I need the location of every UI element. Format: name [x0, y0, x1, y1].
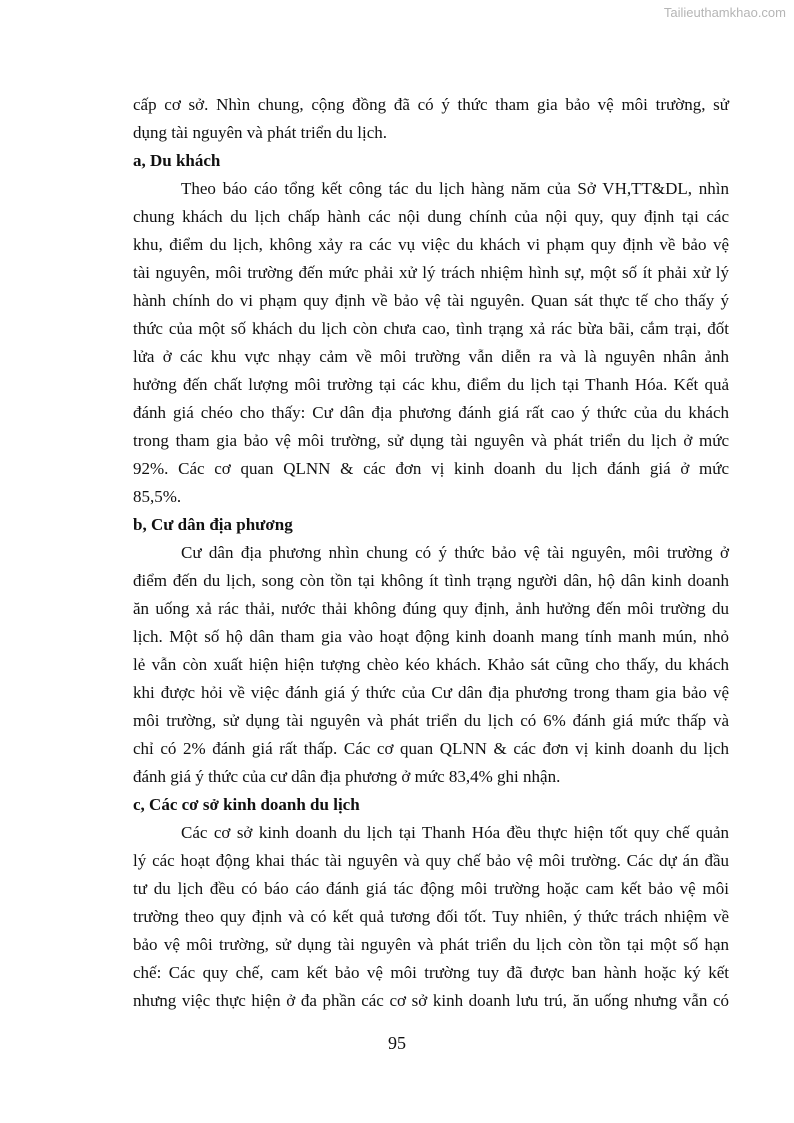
text-line: hưởng đến chất lượng môi trường tại các khu, điểm du lịch tại Thanh Hóa. Kết quả	[133, 375, 729, 394]
text-line: đánh giá chéo cho thấy: Cư dân địa phương đánh giá rất cao ý thức của du khách	[133, 403, 729, 422]
section-heading: c, Các cơ sở kinh doanh du lịch	[133, 795, 360, 814]
text-line: Các cơ sở kinh doanh du lịch tại Thanh Hóa đều thực hiện tốt quy chế quản	[181, 823, 729, 842]
text-line: Theo báo cáo tổng kết công tác du lịch hàng năm của Sở VH,TT&DL, nhìn	[181, 179, 729, 198]
text-line: chung khách du lịch chấp hành các nội dung chính của nội quy, quy định tại các	[133, 207, 729, 226]
page-body	[133, 91, 729, 1015]
paragraph	[133, 175, 729, 511]
text-line: trường theo quy định và có kết quả tương đối tốt. Tuy nhiên, ý thức trách nhiệm về	[133, 907, 729, 926]
text-line: tài nguyên, môi trường đến mức phải xử lý trách nhiệm hình sự, một số ít phải xử lý	[133, 263, 729, 282]
text-line: lửa ở các khu vực nhạy cảm về môi trường vẫn diễn ra và là nguyên nhân ảnh	[133, 347, 729, 366]
text-line: 85,5%.	[133, 487, 182, 506]
text-line: đánh giá ý thức của cư dân địa phương ở mức 83,4% ghi nhận.	[133, 767, 561, 786]
text-line: tư du lịch đều có báo cáo đánh giá tác động môi trường hoặc cam kết bảo vệ môi	[133, 879, 729, 898]
page-number: 95	[388, 1033, 406, 1053]
section-heading: a, Du khách	[133, 151, 221, 170]
text-line: 92%. Các cơ quan QLNN & các đơn vị kinh doanh du lịch đánh giá ở mức	[133, 459, 729, 478]
text-line: Cư dân địa phương nhìn chung có ý thức bảo vệ tài nguyên, môi trường ở	[181, 543, 729, 562]
text-line: bảo vệ môi trường, sử dụng tài nguyên và phát triển du lịch còn tồn tại một số hạn	[133, 935, 729, 954]
text-line: khu, điểm du lịch, không xảy ra các vụ việc du khách vi phạm quy định về bảo vệ	[133, 235, 729, 254]
watermark: Tailieuthamkhao.com	[663, 5, 786, 20]
paragraph	[133, 819, 729, 1015]
text-line: thức của một số khách du lịch còn chưa cao, tình trạng xả rác bừa bãi, cắm trại, đốt	[133, 319, 729, 338]
text-line: lý các hoạt động khai thác tài nguyên và quy chế bảo vệ môi trường. Các dự án đầu	[133, 851, 729, 870]
section-heading: b, Cư dân địa phương	[133, 515, 293, 534]
text-line: điểm đến du lịch, song còn tồn tại không ít tình trạng người dân, hộ dân kinh doanh	[133, 571, 729, 590]
text-line: cấp cơ sở. Nhìn chung, cộng đồng đã có ý thức tham gia bảo vệ môi trường, sử	[133, 95, 729, 114]
paragraph	[133, 91, 729, 147]
text-line: lẻ vẫn còn xuất hiện hiện tượng chèo kéo khách. Khảo sát cũng cho thấy, du khách	[133, 655, 729, 674]
text-line: trong tham gia bảo vệ môi trường, sử dụng tài nguyên và phát triển du lịch ở mức	[133, 431, 729, 450]
text-line: lịch. Một số hộ dân tham gia vào hoạt động kinh doanh mang tính manh mún, nhỏ	[133, 627, 729, 646]
paragraph	[133, 539, 729, 791]
text-line: nhưng việc thực hiện ở đa phần các cơ sở kinh doanh lưu trú, ăn uống nhưng vẫn có	[133, 991, 729, 1010]
text-line: ăn uống xả rác thải, nước thải không đúng quy định, ảnh hưởng đến môi trường du	[133, 599, 729, 618]
text-line: khi được hỏi về việc đánh giá ý thức của Cư dân địa phương trong tham gia bảo vệ	[133, 683, 729, 702]
text-line: chỉ có 2% đánh giá rất thấp. Các cơ quan QLNN & các đơn vị kinh doanh du lịch	[133, 739, 729, 758]
text-line: chế: Các quy chế, cam kết bảo vệ môi trường tuy đã được ban hành hoặc ký kết	[133, 963, 729, 982]
text-line: dụng tài nguyên và phát triển du lịch.	[133, 123, 387, 142]
text-line: hành chính do vi phạm quy định về bảo vệ tài nguyên. Quan sát thực tế cho thấy ý	[133, 291, 729, 310]
text-line: môi trường, sử dụng tài nguyên và phát triển du lịch có 6% đánh giá mức thấp và	[133, 711, 729, 730]
